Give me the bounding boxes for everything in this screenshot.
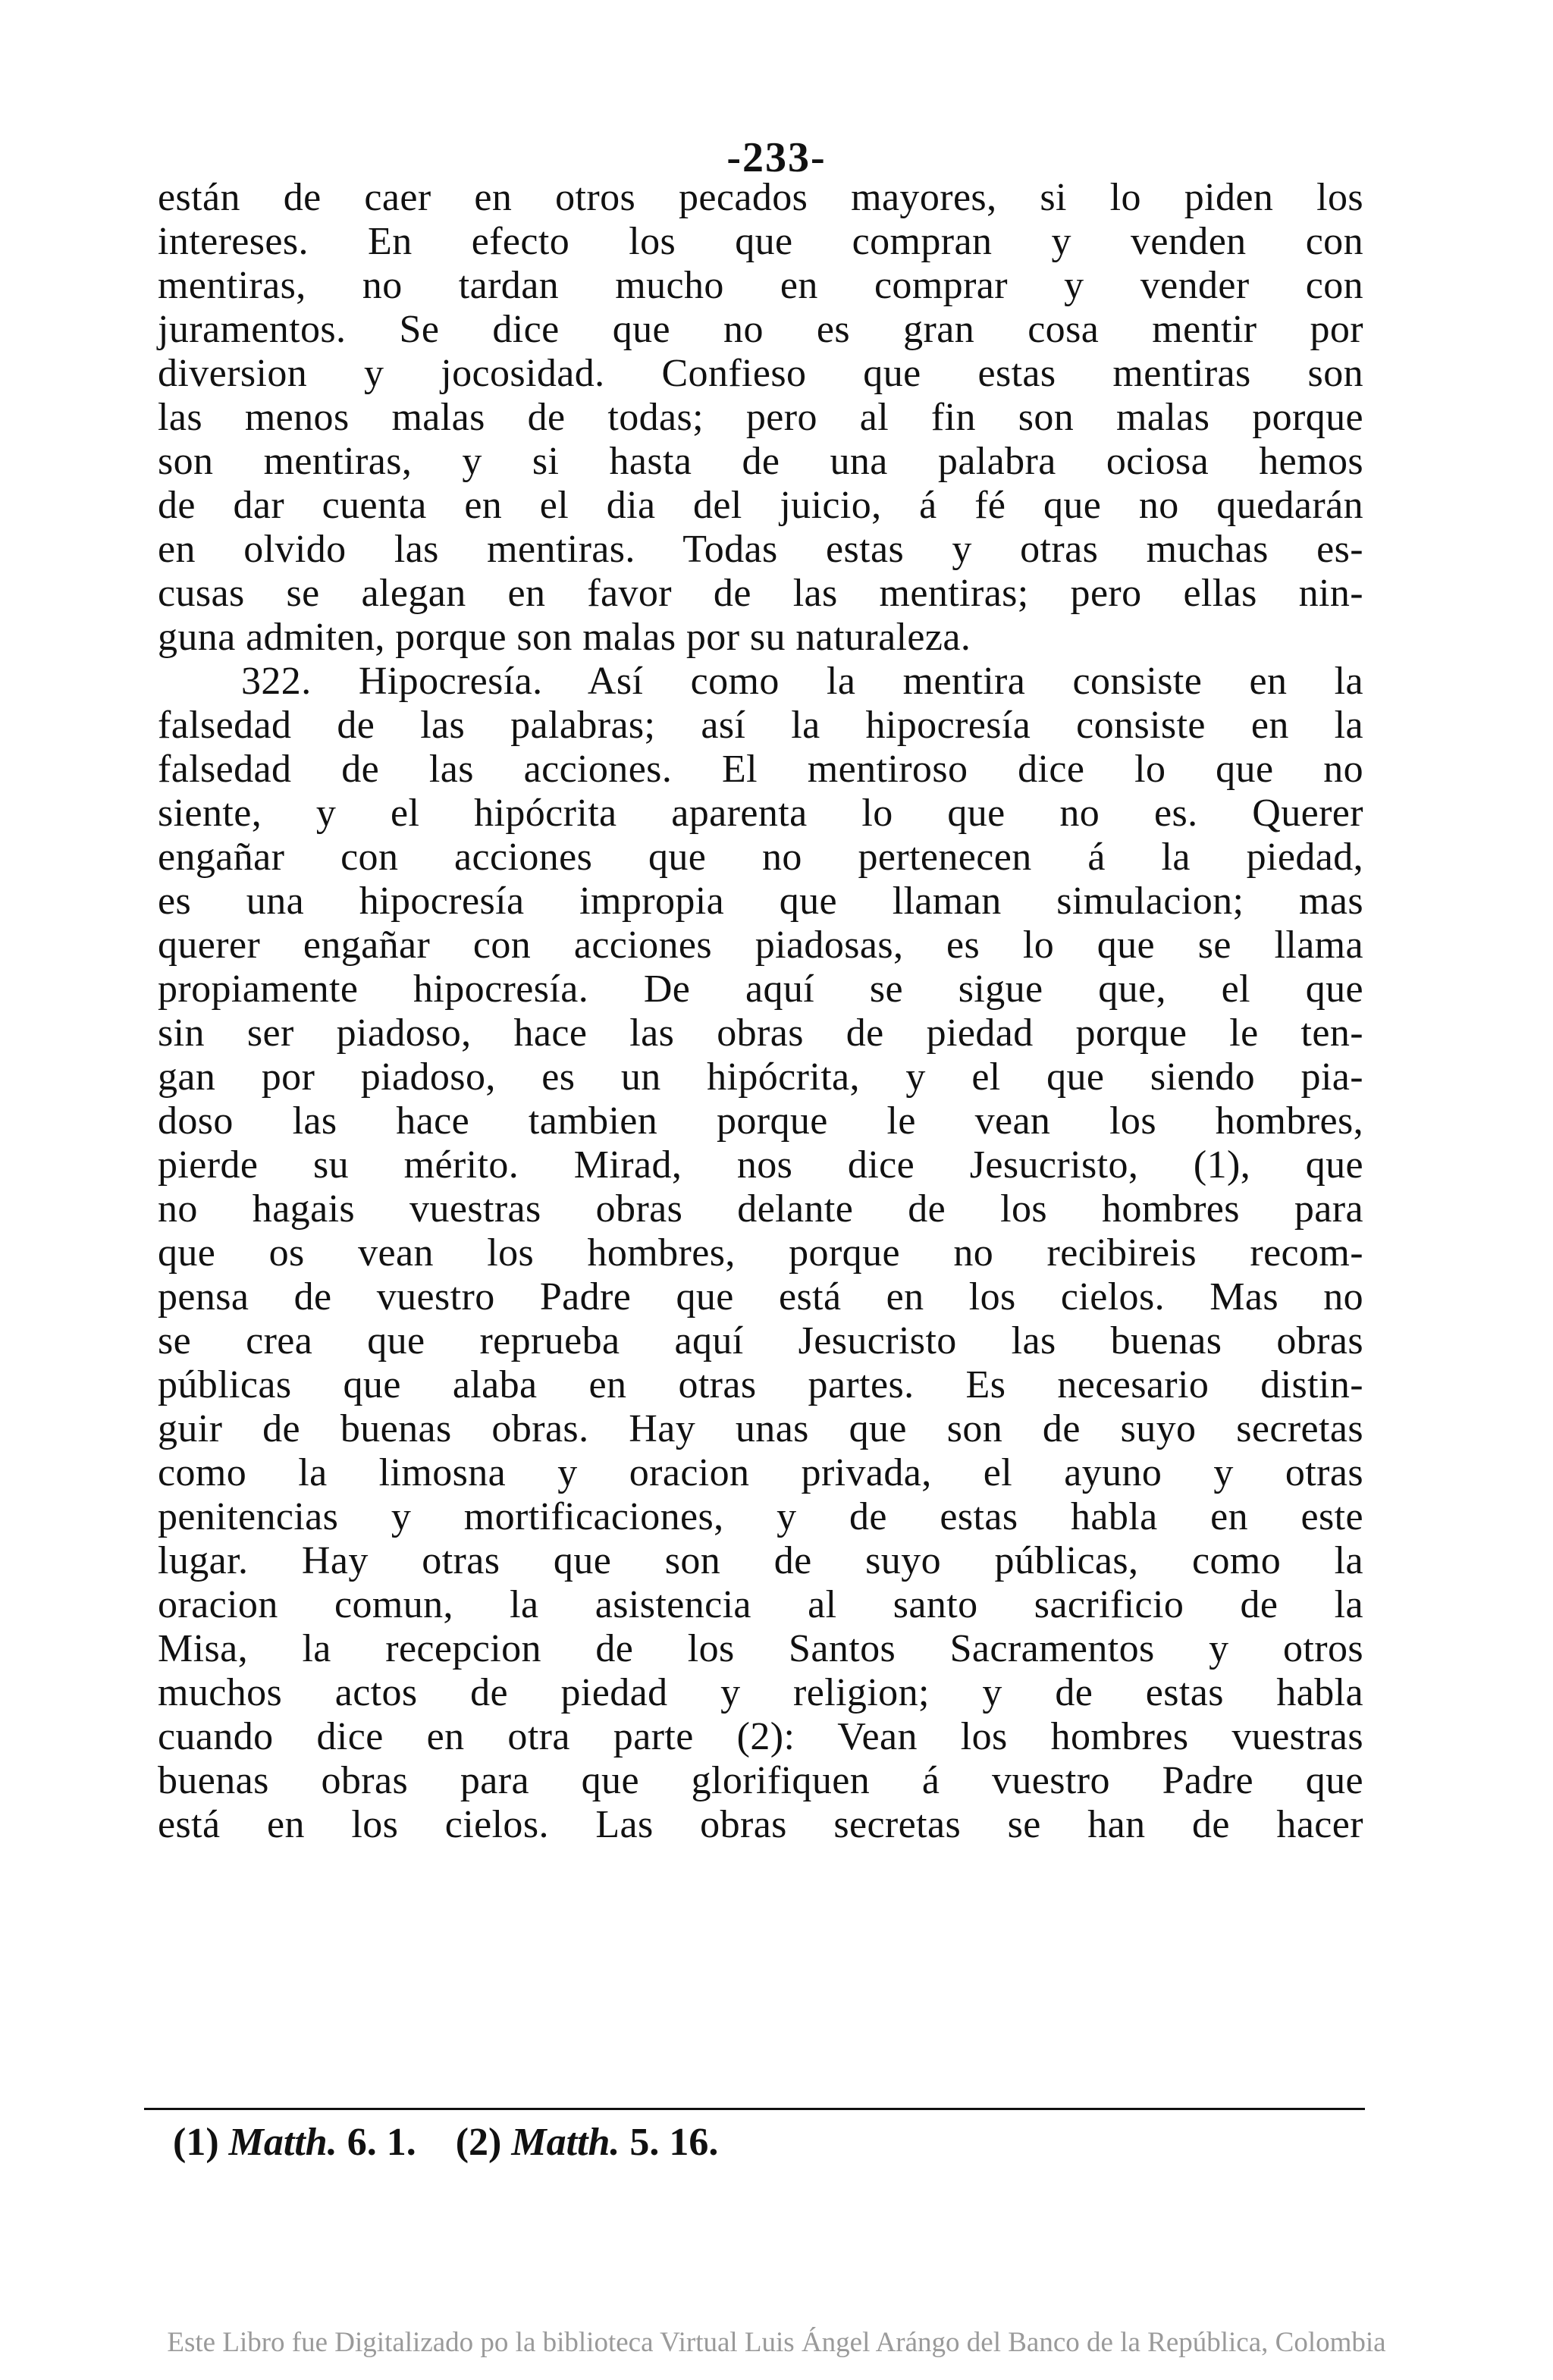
page-number: -233-	[726, 134, 827, 181]
text-line: que os vean los hombres, porque no recibireis recom-	[158, 1231, 1363, 1275]
text-line: juramentos. Se dice que no es gran cosa mentir por	[158, 308, 1363, 351]
text-line: muchos actos de piedad y religion; y de estas habla	[158, 1671, 1363, 1714]
text-line: lugar. Hay otras que son de suyo públicas, como la	[158, 1539, 1363, 1582]
text-line: las menos malas de todas; pero al fin son malas porque	[158, 396, 1363, 439]
footnote-divider	[144, 2108, 1365, 2110]
footnote-2-ref: Matth.	[511, 2121, 620, 2164]
text-line: intereses. En efecto los que compran y venden con	[158, 220, 1363, 263]
footnote-2-marker: (2)	[455, 2121, 502, 2164]
text-line: diversion y jocosidad. Confieso que estas mentiras son	[158, 352, 1363, 395]
text-line: siente, y el hipócrita aparenta lo que no es. Querer	[158, 792, 1363, 835]
text-line: en olvido las mentiras. Todas estas y otras muchas es-	[158, 528, 1363, 571]
text-line: Misa, la recepcion de los Santos Sacramentos y otros	[158, 1627, 1363, 1670]
text-line: oracion comun, la asistencia al santo sacrificio de la	[158, 1583, 1363, 1626]
text-line: pierde su mérito. Mirad, nos dice Jesucristo, (1), que	[158, 1143, 1363, 1187]
text-line: propiamente hipocresía. De aquí se sigue que, el que	[158, 967, 1363, 1011]
text-line: buenas obras para que glorifiquen á vuestro Padre que	[158, 1759, 1363, 1802]
text-line: gan por piadoso, es un hipócrita, y el que siendo pia-	[158, 1055, 1363, 1099]
footnote-2-loc: 5. 16.	[629, 2121, 719, 2164]
text-line: falsedad de las palabras; así la hipocresía consiste en la	[158, 704, 1363, 747]
text-line: engañar con acciones que no pertenecen á la piedad,	[158, 836, 1363, 879]
text-line: pensa de vuestro Padre que está en los cielos. Mas no	[158, 1275, 1363, 1319]
text-line: falsedad de las acciones. El mentiroso dice lo que no	[158, 748, 1363, 791]
text-line: guir de buenas obras. Hay unas que son de suyo secretas	[158, 1407, 1363, 1450]
text-line: cusas se alegan en favor de las mentiras; pero ellas nin-	[158, 572, 1363, 615]
text-line: mentiras, no tardan mucho en comprar y vender con	[158, 264, 1363, 307]
footnote-1-loc: 6. 1.	[347, 2121, 416, 2164]
text-line: son mentiras, y si hasta de una palabra ociosa hemos	[158, 440, 1363, 483]
text-line: están de caer en otros pecados mayores, si lo piden los	[158, 176, 1363, 219]
text-line: querer engañar con acciones piadosas, es lo que se llama	[158, 923, 1363, 967]
body-text	[158, 176, 1363, 1847]
text-line: cuando dice en otra parte (2): Vean los hombres vuestras	[158, 1715, 1363, 1758]
digitization-credit: Este Libro fue Digitalizado po la biblioteca Virtual Luis Ángel Arángo del Banco de la República, Colombia	[167, 2327, 1386, 2358]
text-line: públicas que alaba en otras partes. Es necesario distin-	[158, 1363, 1363, 1406]
text-line: doso las hace tambien porque le vean los hombres,	[158, 1099, 1363, 1143]
text-line: es una hipocresía impropia que llaman simulacion; mas	[158, 880, 1363, 923]
text-line: sin ser piadoso, hace las obras de piedad porque le ten-	[158, 1011, 1363, 1055]
footnote-1-marker: (1)	[173, 2121, 219, 2164]
text-line: se crea que reprueba aquí Jesucristo las buenas obras	[158, 1319, 1363, 1362]
text-line: está en los cielos. Las obras secretas se han de hacer	[158, 1803, 1363, 1846]
text-line: no hagais vuestras obras delante de los hombres para	[158, 1187, 1363, 1231]
text-line: penitencias y mortificaciones, y de estas habla en este	[158, 1495, 1363, 1538]
text-line: como la limosna y oracion privada, el ayuno y otras	[158, 1451, 1363, 1494]
text-line: guna admiten, porque son malas por su naturaleza.	[158, 616, 971, 659]
text-line: de dar cuenta en el dia del juicio, á fé que no quedarán	[158, 484, 1363, 527]
section-heading-line: 322. Hipocresía. Así como la mentira consiste en la	[241, 660, 1363, 703]
footnotes	[173, 2119, 718, 2166]
footnote-1-ref: Matth.	[228, 2121, 337, 2164]
